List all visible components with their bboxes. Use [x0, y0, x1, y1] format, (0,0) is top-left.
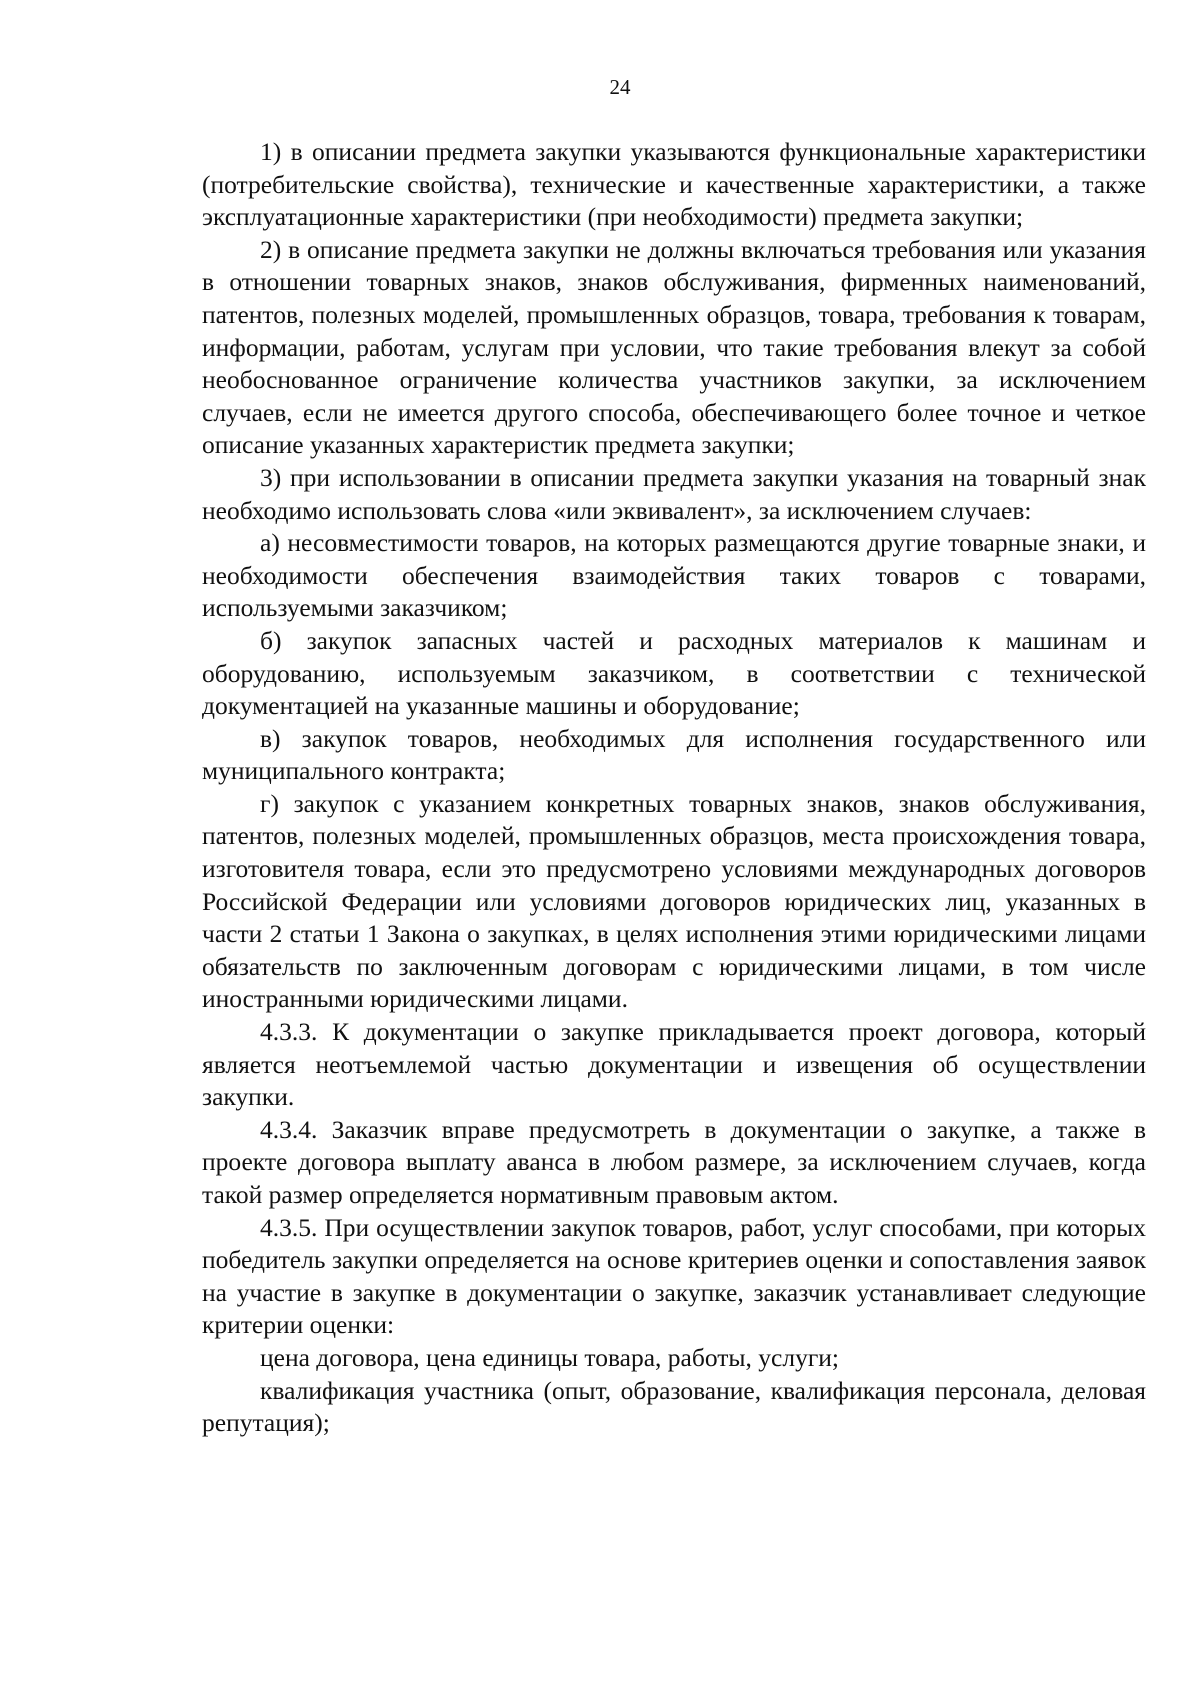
paragraph-item-1: 1) в описании предмета закупки указываются функциональные характеристики (потребительские свойства), технические и качественные характеристики, а также эксплуатационные характеристики (при необходимости) предмета закупки;: [202, 137, 1146, 232]
criterion-qualification: квалификация участника (опыт, образование, квалификация персонала, деловая репутация);: [202, 1375, 1146, 1438]
paragraph-subitem-v: в) закупок товаров, необходимых для исполнения государственного или муниципального контракта;: [202, 723, 1146, 786]
paragraph-subitem-g: г) закупок с указанием конкретных товарных знаков, знаков обслуживания, патентов, полезных моделей, промышленных образцов, места происхождения товара, изготовителя товара, если это предусмотрено условиями международных договоров Российской Федерации или условиями договоров юридических лиц, указанных в части 2 статьи 1 Закона о закупках, в целях исполнения этими юридическими лицами обязательств по заключенным договорам с юридическими лицами, в том числе иностранными юридическими лицами.: [202, 788, 1146, 1014]
paragraph-4-3-4: 4.3.4. Заказчик вправе предусмотреть в документации о закупке, а также в проекте договора выплату аванса в любом размере, за исключением случаев, когда такой размер определяется нормативным правовым актом.: [202, 1114, 1146, 1209]
paragraph-subitem-b: б) закупок запасных частей и расходных материалов к машинам и оборудованию, используемым заказчиком, в соответствии с технической документацией на указанные машины и оборудование;: [202, 625, 1146, 721]
criterion-price: цена договора, цена единицы товара, работы, услуги;: [260, 1342, 840, 1372]
paragraph-4-3-5: 4.3.5. При осуществлении закупок товаров, работ, услуг способами, при которых победитель закупки определяется на основе критериев оценки и сопоставления заявок на участие в закупке в документации о закупке, заказчик устанавливает следующие критерии оценки:: [202, 1212, 1146, 1340]
document-body: [202, 136, 1146, 1440]
paragraph-subitem-a: а) несовместимости товаров, на которых размещаются другие товарные знаки, и необходимости обеспечения взаимодействия таких товаров с товарами, используемыми заказчиком;: [202, 528, 1146, 623]
paragraph-4-3-3: 4.3.3. К документации о закупке прикладывается проект договора, который является неотъемлемой частью документации и извещения об осуществлении закупки.: [202, 1017, 1146, 1112]
paragraph-item-2: 2) в описание предмета закупки не должны включаться требования или указания в отношении товарных знаков, знаков обслуживания, фирменных наименований, патентов, полезных моделей, промышленных образцов, товара, требования к товарам, информации, работам, услугам при условии, что такие требования влекут за собой необоснованное ограничение количества участников закупки, за исключением случаев, если не имеется другого способа, обеспечивающего более точное и четкое описание указанных характеристик предмета закупки;: [202, 234, 1146, 460]
page-number: 24: [609, 75, 631, 99]
paragraph-item-3: 3) при использовании в описании предмета закупки указания на товарный знак необходимо использовать слова «или эквивалент», за исключением случаев:: [202, 462, 1146, 525]
